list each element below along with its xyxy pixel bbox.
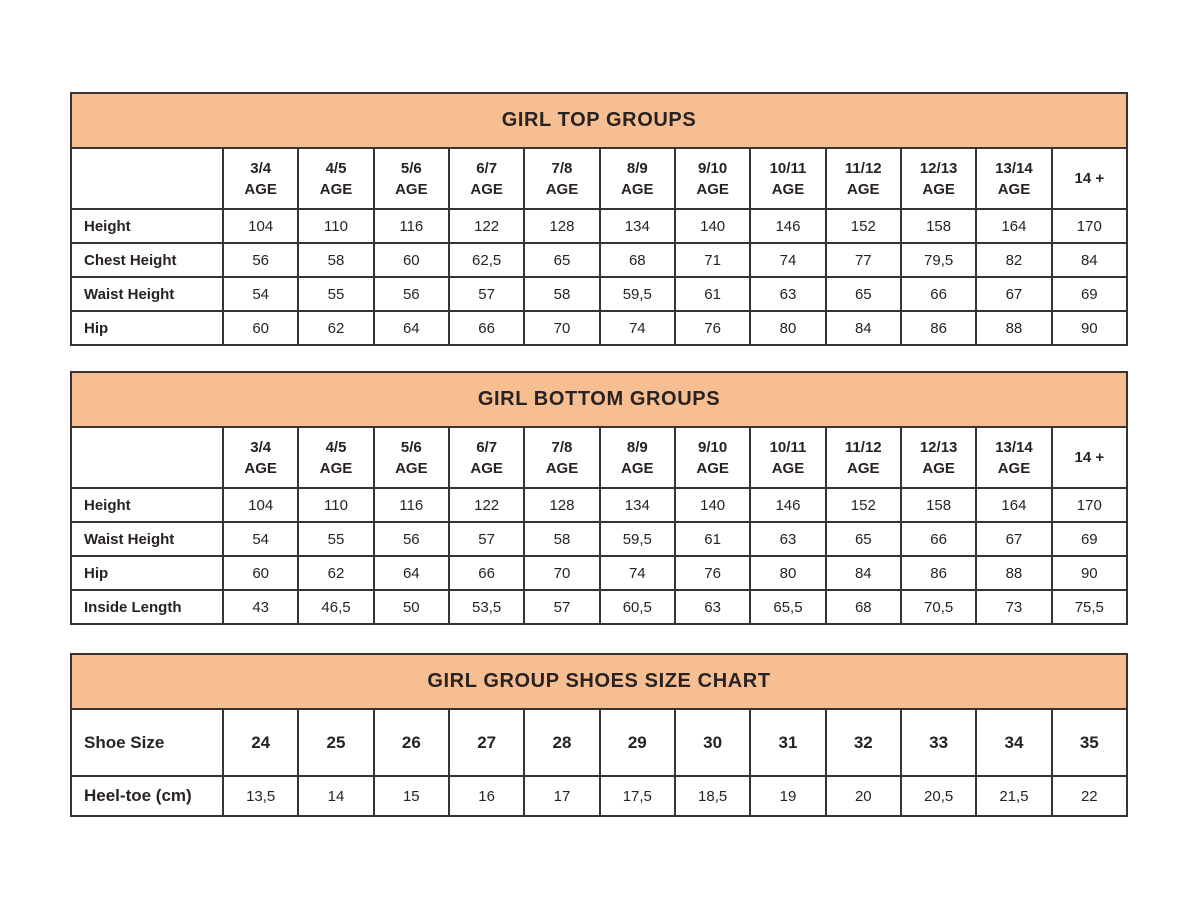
- cell-value: 88: [976, 311, 1051, 345]
- age-column-header: [524, 427, 599, 488]
- cell-value: 67: [976, 522, 1051, 556]
- age-column-header: [298, 148, 373, 209]
- age-header-line: AGE: [696, 459, 729, 477]
- cell-value: 60,5: [600, 590, 675, 624]
- cell-value: 74: [600, 556, 675, 590]
- cell-value: 128: [524, 209, 599, 243]
- age-column-header: [675, 148, 750, 209]
- cell-value: 84: [1052, 243, 1127, 277]
- age-header-line: 10/11: [769, 438, 807, 456]
- age-column-header: [449, 427, 524, 488]
- age-header-line: AGE: [847, 459, 880, 477]
- cell-value: 26: [374, 709, 449, 776]
- age-header-line: AGE: [319, 180, 353, 198]
- cell-value: 152: [826, 488, 901, 522]
- cell-value: 116: [374, 209, 449, 243]
- row-label: Height: [71, 209, 223, 243]
- age-column-header: [524, 148, 599, 209]
- cell-value: 140: [675, 209, 750, 243]
- cell-value: 152: [826, 209, 901, 243]
- cell-value: 56: [374, 277, 449, 311]
- cell-value: 110: [298, 488, 373, 522]
- age-column-header: [223, 148, 298, 209]
- table-title: GIRL TOP GROUPS: [71, 93, 1127, 148]
- age-header-line: AGE: [545, 180, 579, 198]
- age-header-line: AGE: [922, 180, 955, 198]
- cell-value: 73: [976, 590, 1051, 624]
- row-label: Height: [71, 488, 223, 522]
- age-header-line: 9/10: [698, 438, 728, 456]
- cell-value: 17: [524, 776, 599, 816]
- cell-value: 65: [524, 243, 599, 277]
- cell-value: 66: [901, 522, 976, 556]
- cell-value: 75,5: [1052, 590, 1127, 624]
- cell-value: 71: [675, 243, 750, 277]
- cell-value: 46,5: [298, 590, 373, 624]
- age-column-header: [826, 427, 901, 488]
- cell-value: 122: [449, 209, 524, 243]
- cell-value: 79,5: [901, 243, 976, 277]
- age-header-line: 6/7: [476, 438, 498, 456]
- age-header-line: 12/13: [919, 159, 958, 177]
- cell-value: 62: [298, 556, 373, 590]
- age-header-line: AGE: [395, 459, 428, 477]
- cell-value: 164: [976, 209, 1051, 243]
- row-label: Waist Height: [71, 277, 223, 311]
- age-column-header: [449, 148, 524, 209]
- cell-value: 13,5: [223, 776, 298, 816]
- cell-value: 54: [223, 522, 298, 556]
- age-header-line: AGE: [771, 459, 805, 477]
- cell-value: 58: [524, 522, 599, 556]
- table-title: GIRL GROUP SHOES SIZE CHART: [71, 654, 1127, 709]
- age-header-line: 13/14: [995, 438, 1033, 456]
- cell-value: 20,5: [901, 776, 976, 816]
- cell-value: 104: [223, 209, 298, 243]
- cell-value: 61: [675, 522, 750, 556]
- age-column-header: [298, 427, 373, 488]
- age-header-line: 10/11: [769, 159, 807, 177]
- cell-value: 77: [826, 243, 901, 277]
- cell-value: 55: [298, 522, 373, 556]
- cell-value: 24: [223, 709, 298, 776]
- cell-value: 67: [976, 277, 1051, 311]
- cell-value: 57: [449, 277, 524, 311]
- age-header-line: 14 +: [1074, 449, 1105, 466]
- age-column-header: [374, 148, 449, 209]
- cell-value: 122: [449, 488, 524, 522]
- cell-value: 66: [449, 311, 524, 345]
- cell-value: 30: [675, 709, 750, 776]
- age-column-header: [750, 148, 825, 209]
- cell-value: 63: [675, 590, 750, 624]
- cell-value: 88: [976, 556, 1051, 590]
- cell-value: 43: [223, 590, 298, 624]
- cell-value: 54: [223, 277, 298, 311]
- cell-value: 70: [524, 556, 599, 590]
- cell-value: 110: [298, 209, 373, 243]
- cell-value: 70: [524, 311, 599, 345]
- age-header-line: 3/4: [250, 159, 272, 177]
- corner-empty-cell: [71, 148, 223, 209]
- age-header-line: AGE: [997, 180, 1031, 198]
- age-header-line: 13/14: [995, 159, 1033, 177]
- cell-value: 57: [449, 522, 524, 556]
- age-column-header: [976, 427, 1051, 488]
- age-header-line: 3/4: [250, 438, 272, 456]
- cell-value: 62,5: [449, 243, 524, 277]
- row-label: Inside Length: [71, 590, 223, 624]
- cell-value: 140: [675, 488, 750, 522]
- cell-value: 116: [374, 488, 449, 522]
- age-header-line: 11/12: [844, 438, 882, 456]
- cell-value: 65: [826, 277, 901, 311]
- age-header-line: 8/9: [626, 159, 648, 177]
- cell-value: 76: [675, 556, 750, 590]
- age-column-header: [826, 148, 901, 209]
- age-header-line: AGE: [771, 180, 805, 198]
- cell-value: 63: [750, 522, 825, 556]
- age-header-line: AGE: [621, 180, 654, 198]
- cell-value: 82: [976, 243, 1051, 277]
- cell-value: 76: [675, 311, 750, 345]
- cell-value: 66: [449, 556, 524, 590]
- cell-value: 27: [449, 709, 524, 776]
- cell-value: 59,5: [600, 522, 675, 556]
- age-header-line: 8/9: [626, 438, 648, 456]
- age-header-line: AGE: [244, 459, 277, 477]
- age-header-line: 14 +: [1074, 170, 1105, 187]
- age-column-header: [901, 427, 976, 488]
- girl-top-groups-table: [70, 92, 1128, 346]
- cell-value: 86: [901, 311, 976, 345]
- cell-value: 57: [524, 590, 599, 624]
- age-header-line: 9/10: [698, 159, 728, 177]
- cell-value: 69: [1052, 522, 1127, 556]
- age-header-line: AGE: [470, 459, 503, 477]
- cell-value: 74: [600, 311, 675, 345]
- cell-value: 62: [298, 311, 373, 345]
- cell-value: 31: [750, 709, 825, 776]
- row-label: Shoe Size: [71, 709, 223, 776]
- cell-value: 14: [298, 776, 373, 816]
- cell-value: 164: [976, 488, 1051, 522]
- cell-value: 80: [750, 311, 825, 345]
- cell-value: 28: [524, 709, 599, 776]
- cell-value: 25: [298, 709, 373, 776]
- age-header-line: AGE: [470, 180, 503, 198]
- age-column-header: [750, 427, 825, 488]
- cell-value: 170: [1052, 488, 1127, 522]
- age-column-header: [600, 148, 675, 209]
- cell-value: 90: [1052, 311, 1127, 345]
- age-header-line: AGE: [847, 180, 880, 198]
- age-column-header: [901, 148, 976, 209]
- age-column-header: [1052, 427, 1127, 488]
- cell-value: 104: [223, 488, 298, 522]
- cell-value: 15: [374, 776, 449, 816]
- cell-value: 17,5: [600, 776, 675, 816]
- age-header-line: AGE: [319, 459, 353, 477]
- cell-value: 86: [901, 556, 976, 590]
- age-header-line: 7/8: [551, 438, 573, 456]
- age-header-line: AGE: [545, 459, 579, 477]
- cell-value: 59,5: [600, 277, 675, 311]
- cell-value: 68: [600, 243, 675, 277]
- age-header-line: 11/12: [844, 159, 882, 177]
- cell-value: 65,5: [750, 590, 825, 624]
- age-header-line: 4/5: [325, 159, 347, 177]
- age-column-header: [976, 148, 1051, 209]
- row-label: Waist Height: [71, 522, 223, 556]
- age-header-line: AGE: [621, 459, 654, 477]
- cell-value: 56: [374, 522, 449, 556]
- cell-value: 63: [750, 277, 825, 311]
- girl-shoes-size-table: [70, 653, 1128, 817]
- table-title: GIRL BOTTOM GROUPS: [71, 372, 1127, 427]
- cell-value: 55: [298, 277, 373, 311]
- row-label: Hip: [71, 311, 223, 345]
- cell-value: 58: [298, 243, 373, 277]
- age-header-line: 5/6: [400, 438, 422, 456]
- age-header-line: 5/6: [400, 159, 422, 177]
- row-label: Heel-toe (cm): [71, 776, 223, 816]
- cell-value: 170: [1052, 209, 1127, 243]
- cell-value: 66: [901, 277, 976, 311]
- cell-value: 158: [901, 488, 976, 522]
- age-header-line: AGE: [922, 459, 955, 477]
- cell-value: 60: [223, 556, 298, 590]
- cell-value: 50: [374, 590, 449, 624]
- age-column-header: [374, 427, 449, 488]
- corner-empty-cell: [71, 427, 223, 488]
- cell-value: 21,5: [976, 776, 1051, 816]
- cell-value: 70,5: [901, 590, 976, 624]
- cell-value: 34: [976, 709, 1051, 776]
- cell-value: 146: [750, 488, 825, 522]
- age-header-line: 7/8: [551, 159, 573, 177]
- cell-value: 74: [750, 243, 825, 277]
- age-column-header: [1052, 148, 1127, 209]
- cell-value: 32: [826, 709, 901, 776]
- cell-value: 69: [1052, 277, 1127, 311]
- cell-value: 65: [826, 522, 901, 556]
- cell-value: 68: [826, 590, 901, 624]
- cell-value: 128: [524, 488, 599, 522]
- age-header-line: 12/13: [919, 438, 958, 456]
- cell-value: 53,5: [449, 590, 524, 624]
- cell-value: 20: [826, 776, 901, 816]
- cell-value: 29: [600, 709, 675, 776]
- cell-value: 84: [826, 556, 901, 590]
- cell-value: 84: [826, 311, 901, 345]
- row-label: Hip: [71, 556, 223, 590]
- cell-value: 134: [600, 488, 675, 522]
- cell-value: 19: [750, 776, 825, 816]
- cell-value: 58: [524, 277, 599, 311]
- cell-value: 60: [374, 243, 449, 277]
- row-label: Chest Height: [71, 243, 223, 277]
- cell-value: 60: [223, 311, 298, 345]
- girl-bottom-groups-table: [70, 371, 1128, 625]
- cell-value: 90: [1052, 556, 1127, 590]
- age-header-line: 6/7: [476, 159, 498, 177]
- age-column-header: [223, 427, 298, 488]
- cell-value: 64: [374, 556, 449, 590]
- cell-value: 146: [750, 209, 825, 243]
- age-header-line: AGE: [244, 180, 277, 198]
- age-header-line: 4/5: [325, 438, 347, 456]
- cell-value: 18,5: [675, 776, 750, 816]
- cell-value: 22: [1052, 776, 1127, 816]
- cell-value: 16: [449, 776, 524, 816]
- age-header-line: AGE: [696, 180, 729, 198]
- cell-value: 134: [600, 209, 675, 243]
- age-header-line: AGE: [997, 459, 1031, 477]
- cell-value: 64: [374, 311, 449, 345]
- cell-value: 33: [901, 709, 976, 776]
- age-header-line: AGE: [395, 180, 428, 198]
- cell-value: 35: [1052, 709, 1127, 776]
- cell-value: 56: [223, 243, 298, 277]
- cell-value: 80: [750, 556, 825, 590]
- cell-value: 158: [901, 209, 976, 243]
- age-column-header: [675, 427, 750, 488]
- age-column-header: [600, 427, 675, 488]
- cell-value: 61: [675, 277, 750, 311]
